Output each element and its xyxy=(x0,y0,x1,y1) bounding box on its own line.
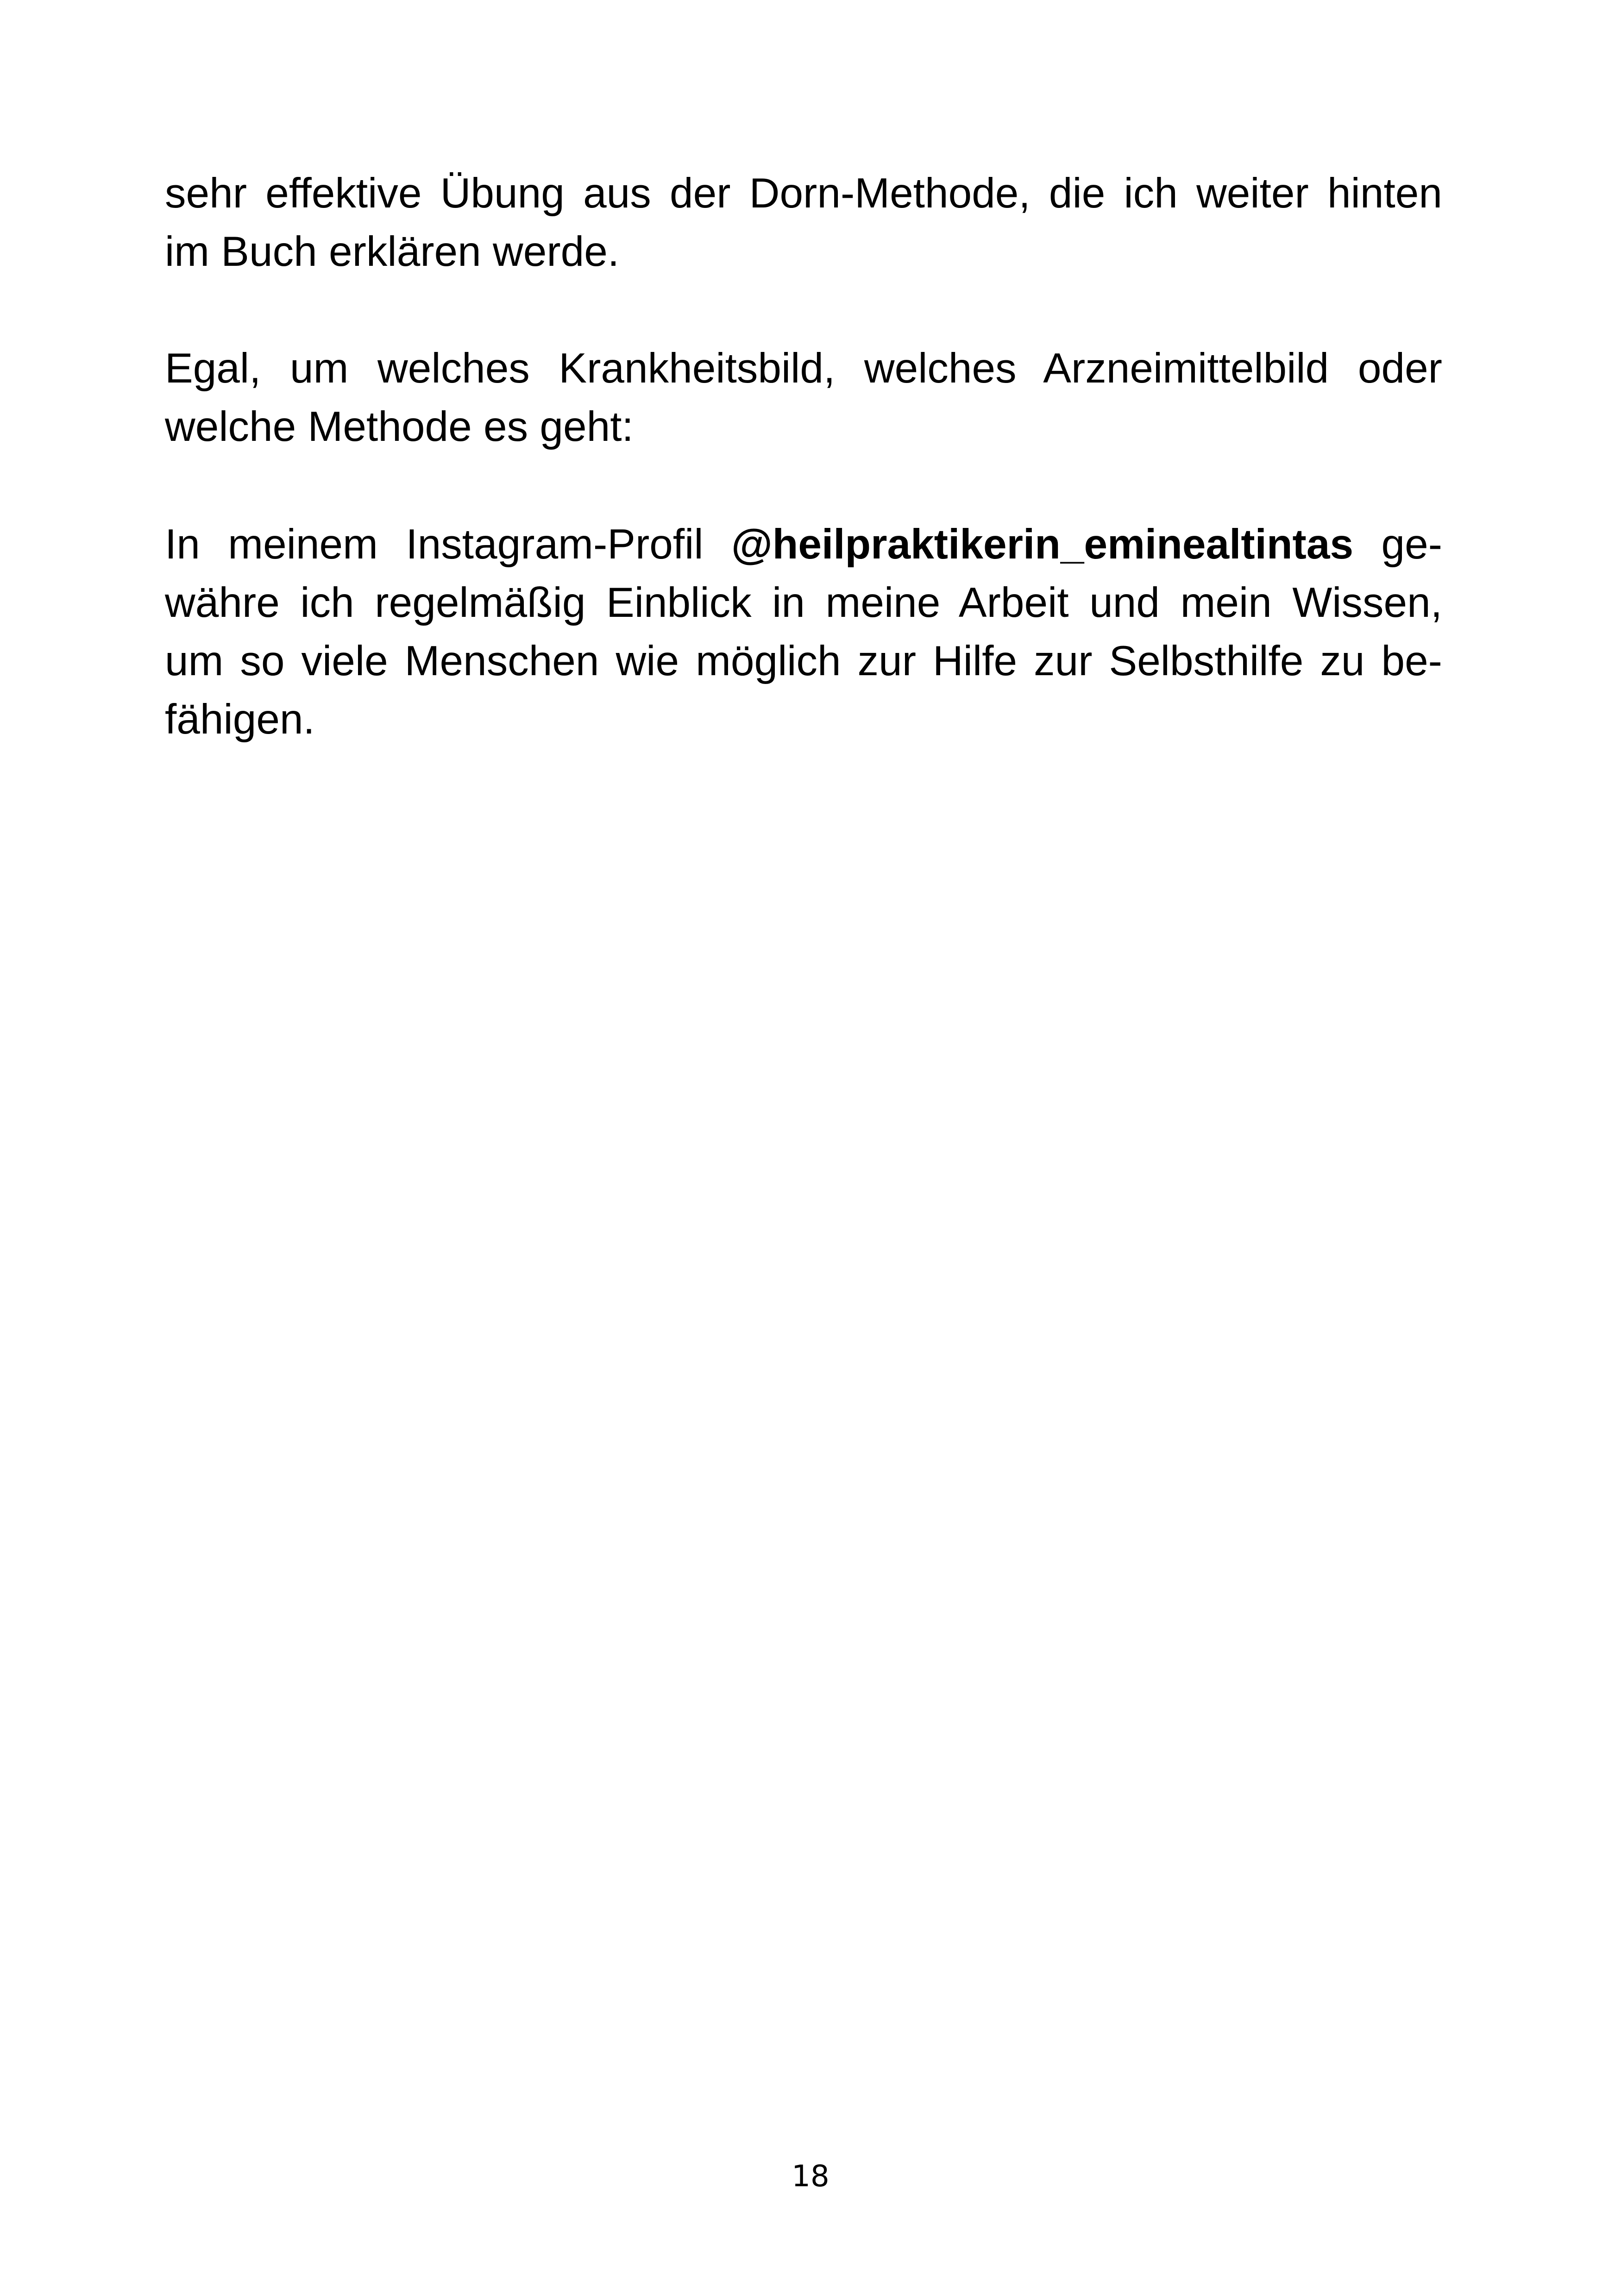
line-text-before-handle: In meinem Instagram-Profil xyxy=(165,521,732,568)
paragraph-line-with-handle xyxy=(165,515,1442,574)
paragraph-line: fähigen. xyxy=(165,696,315,743)
paragraph-line: währe ich regelmäßig Einblick in meine Arbeit und mein Wissen, xyxy=(165,579,1442,626)
paragraph-dorn-methode xyxy=(165,164,1442,281)
line-text-after-handle: ge- xyxy=(1353,521,1443,568)
paragraph-line: Egal, um welches Krankheitsbild, welches Arzneimittelbild oder xyxy=(165,345,1442,392)
instagram-handle: @heilpraktikerin_eminealtintas xyxy=(731,521,1354,568)
paragraph-instagram-profil xyxy=(165,515,1442,749)
paragraph-line: um so viele Menschen wie möglich zur Hilfe zur Selbsthilfe zu be- xyxy=(165,638,1442,684)
page-number: 18 xyxy=(792,2159,829,2194)
paragraph-krankheitsbild xyxy=(165,339,1442,456)
paragraph-line: im Buch erklären werde. xyxy=(165,228,620,275)
paragraph-line: sehr effektive Übung aus der Dorn-Methode, die ich weiter hinten xyxy=(165,170,1442,217)
paragraph-line: welche Methode es geht: xyxy=(165,403,634,450)
